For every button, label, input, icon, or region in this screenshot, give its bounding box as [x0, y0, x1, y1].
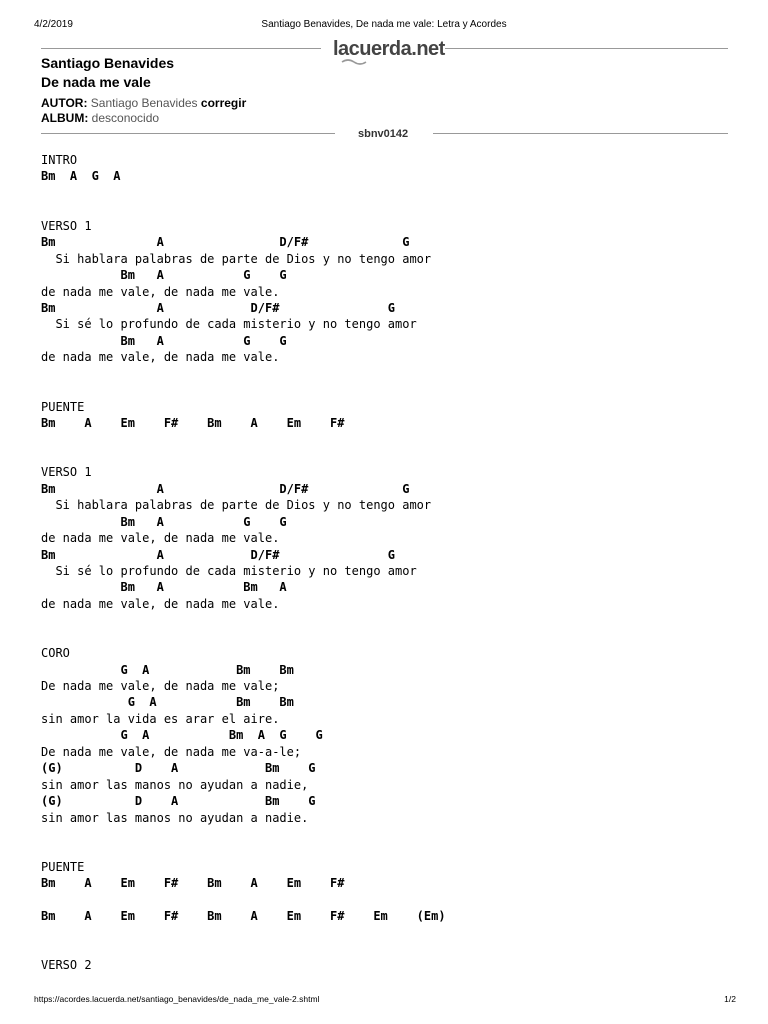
song-title: De nada me vale: [41, 74, 151, 90]
autor-link[interactable]: Santiago Benavides: [90, 96, 198, 110]
chord-line: Bm A Em F# Bm A Em F#: [41, 876, 345, 891]
blank-line: [41, 842, 446, 858]
chord-line: (G) D A Bm G: [41, 761, 316, 776]
song-code: sbnv0142: [358, 128, 409, 140]
blank-line: [41, 201, 446, 217]
lyric-line: de nada me vale, de nada me vale.: [41, 284, 280, 299]
chord-line: Bm A D/F# G: [41, 300, 396, 315]
header-rule-right: [445, 48, 728, 49]
logo-swoosh-icon: [341, 58, 367, 66]
section-heading: PUENTE: [41, 399, 85, 414]
blank-line: [41, 941, 446, 957]
chord-line: Bm A G G: [41, 268, 287, 283]
album-row: [41, 111, 159, 125]
chord-line: Bm A Em F# Bm A Em F# Em (Em): [41, 909, 446, 924]
site-logo[interactable]: [333, 38, 445, 61]
chord-line: Bm A D/F# G: [41, 481, 410, 496]
blank-line: [41, 448, 446, 464]
chord-line: Bm A D/F# G: [41, 235, 410, 250]
header-rule-left: [41, 48, 321, 49]
blank-line: [41, 892, 446, 908]
chord-line: (G) D A Bm G: [41, 794, 316, 809]
chord-line: Bm A D/F# G: [41, 547, 396, 562]
autor-label: AUTOR:: [41, 96, 88, 110]
section-heading: PUENTE: [41, 859, 85, 874]
lyric-line: sin amor las manos no ayudan a nadie.: [41, 810, 309, 825]
chord-line: Bm A G A: [41, 169, 121, 184]
lyric-line: de nada me vale, de nada me vale.: [41, 531, 280, 546]
corregir-link[interactable]: corregir: [200, 96, 247, 110]
lyric-line: Si hablara palabras de parte de Dios y no tengo amor: [41, 251, 432, 266]
chord-line: Bm A G G: [41, 333, 287, 348]
chord-line: G A Bm Bm: [41, 662, 294, 677]
song-artist: Santiago Benavides: [41, 55, 175, 71]
section-heading: VERSO 1: [41, 465, 92, 480]
lyric-line: sin amor las manos no ayudan a nadie,: [41, 777, 309, 792]
lyric-line: De nada me vale, de nada me va-a-le;: [41, 744, 302, 759]
chord-line: Bm A Bm A: [41, 580, 287, 595]
print-header-date: 4/2/2019: [34, 19, 73, 30]
chord-line: Bm A Em F# Bm A Em F#: [41, 416, 345, 430]
lyric-line: Si sé lo profundo de cada misterio y no tengo amor: [41, 563, 417, 578]
lyric-line: Si sé lo profundo de cada misterio y no tengo amor: [41, 317, 417, 332]
section-heading: VERSO 1: [41, 218, 92, 233]
lyric-line: sin amor la vida es arar el aire.: [41, 711, 280, 726]
lyric-line: de nada me vale, de nada me vale.: [41, 350, 280, 365]
print-footer-page: 1/2: [724, 994, 736, 1004]
blank-line: [41, 826, 446, 842]
blank-line: [41, 629, 446, 645]
print-footer-url: https://acordes.lacuerda.net/santiago_benavides/de_nada_me_vale-2.shtml: [34, 994, 320, 1004]
album-label: ALBUM:: [41, 111, 89, 125]
lyric-line: Si hablara palabras de parte de Dios y no tengo amor: [41, 498, 432, 513]
blank-line: [41, 925, 446, 941]
chord-line: G A Bm A G G: [41, 728, 323, 743]
chord-line: G A Bm Bm: [41, 695, 294, 710]
autor-row: [41, 96, 246, 110]
meta-rule-right: [433, 133, 728, 134]
print-header-title: Santiago Benavides, De nada me vale: Letra y Acordes: [261, 19, 507, 30]
site-logo-text: lacuerda.net: [333, 38, 445, 60]
section-heading: CORO: [41, 646, 70, 661]
album-value: desconocido: [91, 111, 160, 125]
blank-line: [41, 366, 446, 382]
blank-line: [41, 185, 446, 201]
lyric-line: de nada me vale, de nada me vale.: [41, 596, 280, 611]
lyric-line: De nada me vale, de nada me vale;: [41, 679, 280, 693]
chord-sheet: [41, 152, 446, 974]
meta-rule-left: [41, 133, 335, 134]
chord-line: Bm A G G: [41, 514, 287, 529]
section-heading: INTRO: [41, 153, 78, 167]
section-heading: VERSO 2: [41, 958, 92, 973]
blank-line: [41, 431, 446, 447]
blank-line: [41, 382, 446, 398]
blank-line: [41, 612, 446, 628]
